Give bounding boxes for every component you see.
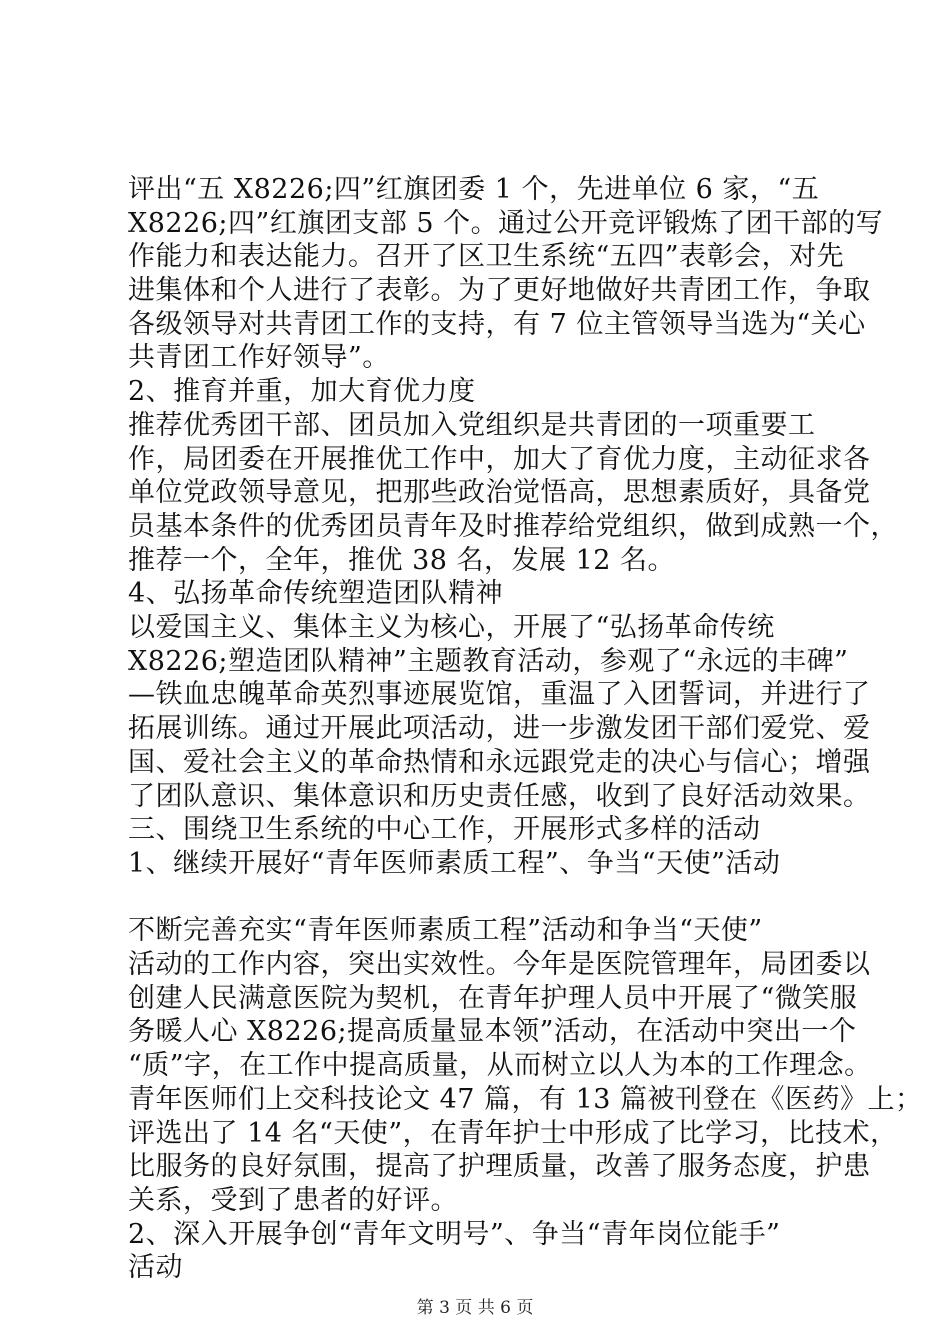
text-line: 了团队意识、集体意识和历史责任感，收到了良好活动效果。	[128, 781, 871, 812]
section-heading: 2、深入开展争创“青年文明号”、争当“青年岗位能手”	[128, 1219, 781, 1250]
text-line: 不断完善充实“青年医师素质工程”活动和争当“天使”	[128, 915, 763, 946]
text-line: 单位党政领导意见，把那些政治觉悟高，思想素质好，具备党	[128, 477, 871, 508]
blank-line	[128, 881, 828, 915]
text-line: 推荐优秀团干部、团员加入党组织是共青团的一项重要工	[128, 410, 816, 441]
section-heading: 1、继续开展好“青年医师素质工程”、争当“天使”活动	[128, 848, 781, 879]
text-line: 员基本条件的优秀团员青年及时推荐给党组织，做到成熟一个，	[128, 511, 898, 542]
text-line: X8226;四”红旗团支部 5 个。通过公开竞评锻炼了团干部的写	[128, 208, 884, 239]
text-line: 比服务的良好氛围，提高了护理质量，改善了服务态度，护患	[128, 1151, 871, 1182]
text-line: 作，局团委在开展推优工作中，加大了育优力度，主动征求各	[128, 444, 871, 475]
text-line: 进集体和个人进行了表彰。为了更好地做好共青团工作，争取	[128, 275, 871, 306]
text-line: 以爱国主义、集体主义为核心，开展了“弘扬革命传统	[128, 612, 775, 643]
text-line: 青年医师们上交科技论文 47 篇，有 13 篇被刊登在《医药》上；	[128, 1084, 923, 1115]
text-line: 评选出了 14 名“天使”，在青年护士中形成了比学习，比技术，	[128, 1118, 898, 1149]
section-heading: 4、弘扬革命传统塑造团队精神	[128, 578, 504, 609]
page-number-footer: 第 3 页 共 6 页	[416, 1298, 534, 1318]
text-line: 活动	[128, 1252, 183, 1283]
text-line: 共青团工作好领导”。	[128, 342, 390, 373]
text-line: 评出“五 X8226;四”红旗团委 1 个，先进单位 6 家，“五	[128, 174, 820, 205]
text-line: “质”字，在工作中提高质量，从而树立以人为本的工作理念。	[128, 1050, 872, 1081]
text-line: —铁血忠魄革命英烈事迹展览馆，重温了入团誓词，并进行了	[128, 679, 871, 710]
text-line: 国、爱社会主义的革命热情和永远跟党走的决心与信心；增强	[128, 747, 871, 778]
section-heading: 三、围绕卫生系统的中心工作，开展形式多样的活动	[128, 814, 761, 845]
text-line: 创建人民满意医院为契机，在青年护理人员中开展了“微笑服	[128, 983, 858, 1014]
section-heading: 2、推育并重，加大育优力度	[128, 376, 476, 407]
text-line: 拓展训练。通过开展此项活动，进一步激发团干部们爱党、爱	[128, 713, 871, 744]
text-line: 关系，受到了患者的好评。	[128, 1185, 458, 1216]
text-line: 推荐一个，全年，推优 38 名，发展 12 名。	[128, 545, 676, 576]
text-line: 活动的工作内容，突出实效性。今年是医院管理年，局团委以	[128, 949, 871, 980]
text-line: 各级领导对共青团工作的支持，有 7 位主管领导当选为“关心	[128, 309, 866, 340]
text-line: 务暖人心 X8226;提高质量显本领”活动，在活动中突出一个	[128, 1016, 857, 1047]
text-line: 作能力和表达能力。召开了区卫生系统“五四”表彰会，对先	[128, 241, 845, 272]
text-line: X8226;塑造团队精神”主题教育活动，参观了“永远的丰碑”	[128, 646, 849, 677]
